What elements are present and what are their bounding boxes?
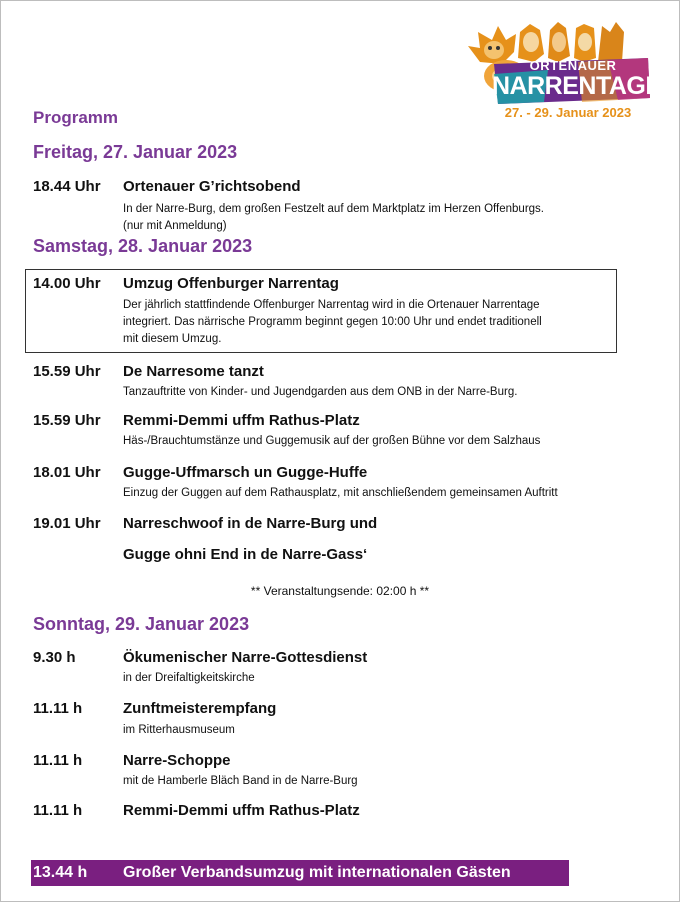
event-time: 11.11 h [33, 752, 83, 769]
day-heading-saturday: Samstag, 28. Januar 2023 [33, 236, 253, 256]
logo-dates: 27. - 29. Januar 2023 [504, 105, 632, 120]
event-title: Remmi-Demmi uffm Rathus-Platz [123, 412, 360, 429]
event-time: 18.44 Uhr [33, 178, 101, 195]
event-title: Remmi-Demmi uffm Rathus-Platz [123, 802, 360, 819]
event-desc: mit de Hamberle Bläch Band in de Narre-Burg [123, 775, 358, 787]
event-time: 15.59 Uhr [33, 412, 101, 429]
highlight-banner [31, 860, 569, 886]
event-time: 11.11 h [33, 700, 83, 717]
page-title: Programm [33, 108, 119, 127]
ortenauer-narrentage-logo [458, 18, 662, 126]
event-title-continued: Gugge ohni End in de Narre-Gass‘ [123, 546, 368, 563]
event-title: Narreschwoof in de Narre-Burg und [123, 515, 378, 532]
event-time: 9.30 h [33, 649, 76, 666]
logo-line2: NARRENTAGE [492, 72, 662, 100]
event-title: Großer Verbandsumzug mit internationalen Gästen [123, 864, 511, 881]
event-desc: Der jährlich stattfindende Offenburger Narrentag wird in die Ortenauer Narrentage integriert. Das närrische Programm beginnt gegen 10:00 Uhr und endet traditionell mit diesem Umzug. [123, 299, 542, 345]
event-desc: Tanzauftritte von Kinder- und Jugendgarden aus dem ONB in der Narre-Burg. [123, 386, 518, 398]
event-time: 15.59 Uhr [33, 363, 101, 380]
event-desc: Einzug der Guggen auf dem Rathausplatz, mit anschließendem gemeinsamen Auftritt [123, 487, 558, 499]
event-time: 11.11 h [33, 802, 83, 819]
event-time: 13.44 h [33, 864, 88, 881]
event-time: 18.01 Uhr [33, 464, 101, 481]
event-title: De Narresome tanzt [123, 363, 264, 380]
event-title: Narre-Schoppe [123, 752, 231, 769]
event-desc: im Ritterhausmuseum [123, 724, 235, 736]
event-desc: Häs-/Brauchtumstänze und Guggemusik auf der großen Bühne vor dem Salzhaus [123, 435, 541, 447]
event-desc: In der Narre-Burg, dem großen Festzelt auf dem Marktplatz im Herzen Offenburgs. (nur mit Anmeldung) [123, 203, 544, 232]
event-title: Ortenauer G’richtsobend [123, 178, 301, 195]
event-title: Ökumenischer Narre-Gottesdienst [123, 649, 368, 666]
event-title: Gugge-Uffmarsch un Gugge-Huffe [123, 464, 368, 481]
event-title: Umzug Offenburger Narrentag [123, 275, 339, 292]
event-desc: in der Dreifaltigkeitskirche [123, 672, 255, 684]
day-heading-sunday: Sonntag, 29. Januar 2023 [33, 614, 250, 634]
day-heading-friday: Freitag, 27. Januar 2023 [33, 142, 238, 162]
event-title: Zunftmeisterempfang [123, 700, 277, 717]
event-time: 14.00 Uhr [33, 275, 101, 292]
logo-line1: ORTENAUER [529, 58, 617, 73]
event-time: 19.01 Uhr [33, 515, 101, 532]
end-note: ** Veranstaltungsende: 02:00 h ** [250, 584, 430, 598]
